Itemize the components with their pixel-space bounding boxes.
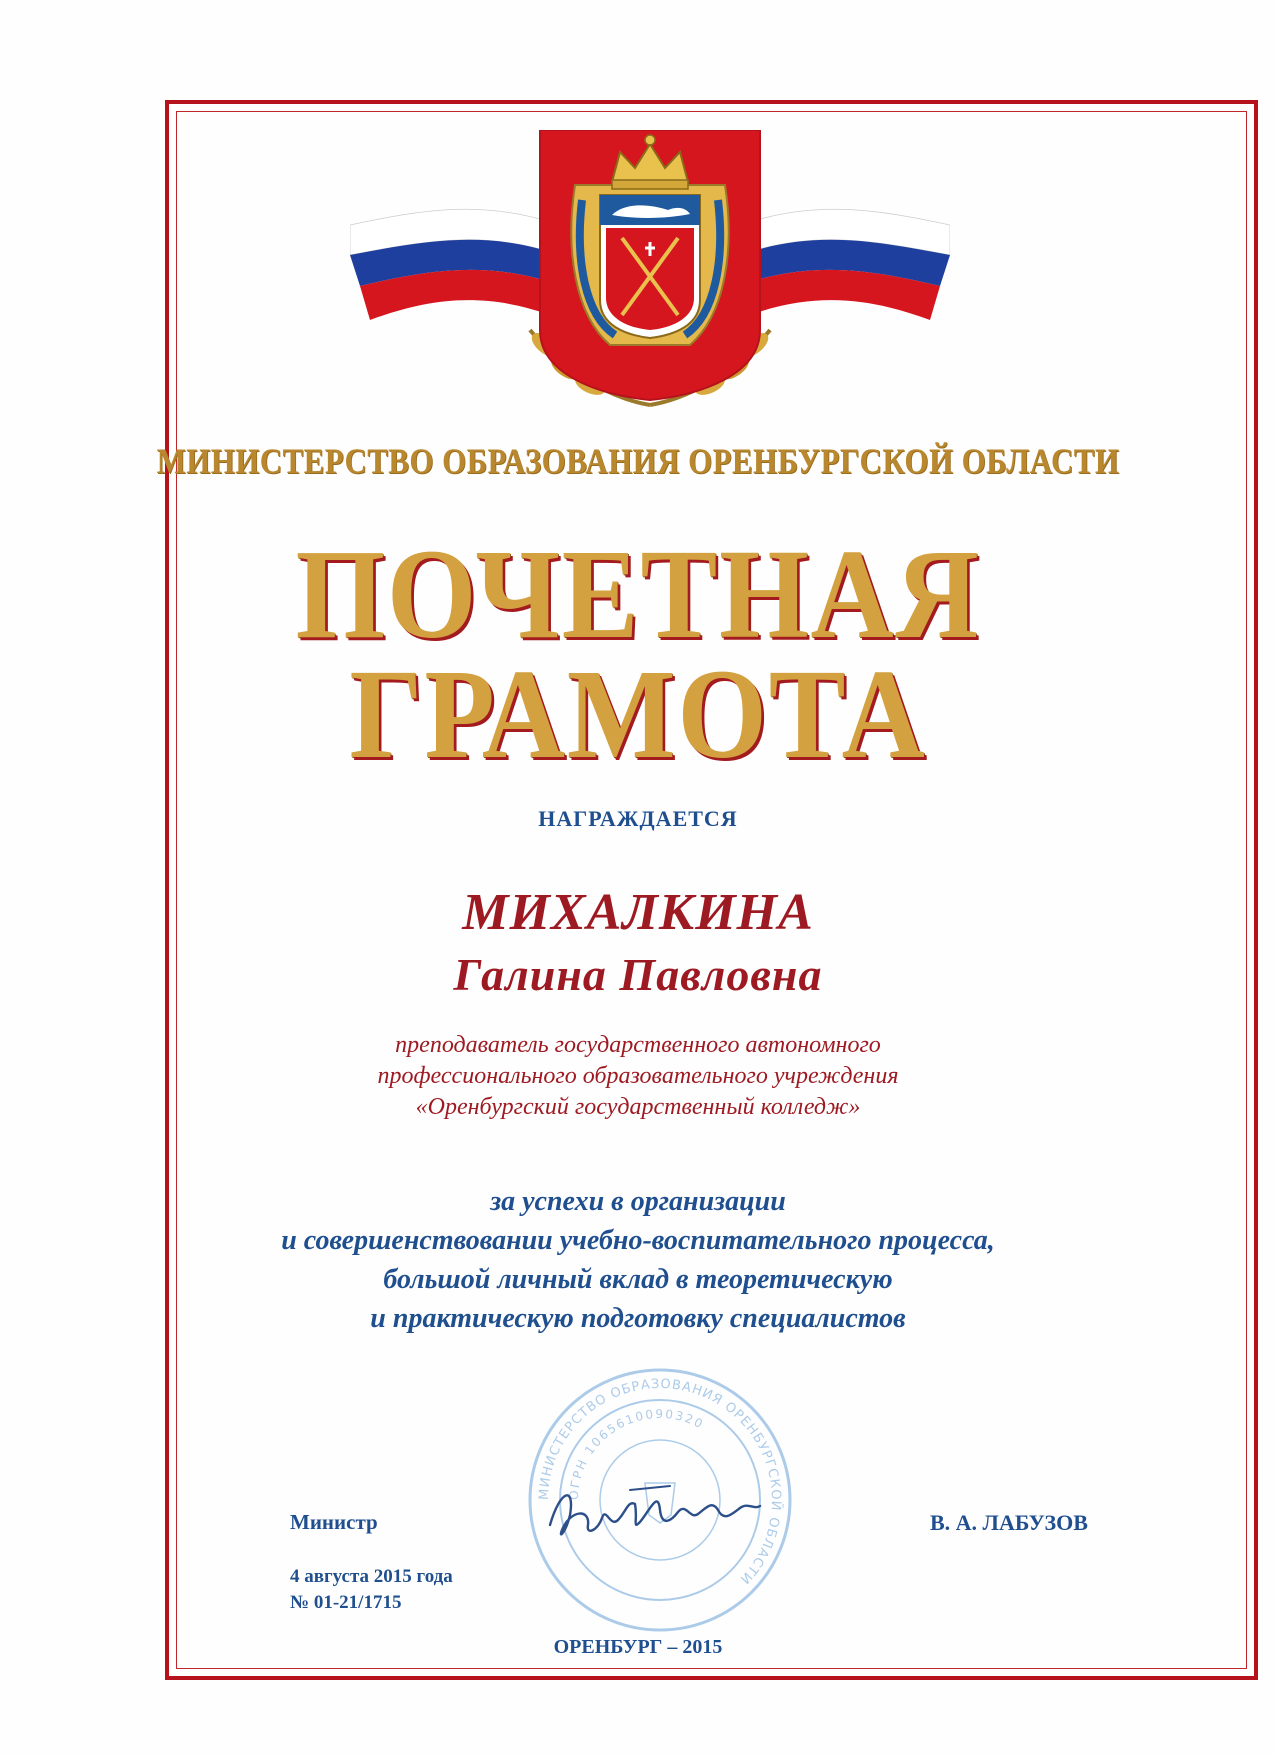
ministry-name: МИНИСТЕРСТВО ОБРАЗОВАНИЯ ОРЕНБУРГСКОЙ ОБЛАСТИ [156, 441, 1120, 481]
position-line: «Оренбургский государственный колледж» [415, 1094, 861, 1120]
minister-label: Министр [290, 1510, 378, 1534]
award-reason [0, 1182, 1276, 1338]
awarded-label: НАГРАЖДАЕТСЯ [538, 806, 738, 831]
minister-signature [540, 1470, 770, 1560]
stamp-outer-text: МИНИСТЕРСТВО ОБРАЗОВАНИЯ ОРЕНБУРГСКОЙ ОБЛАСТИ [536, 1376, 784, 1587]
position-line: преподаватель государственного автономного [395, 1032, 881, 1058]
reason-line: за успехи в организации [490, 1186, 786, 1217]
recipient-surname: МИХАЛКИНА [462, 884, 814, 941]
position-line: профессионального образовательного учреждения [377, 1063, 899, 1089]
title-line-1: ПОЧЕТНАЯ [295, 523, 981, 665]
city-year: ОРЕНБУРГ – 2015 [553, 1636, 723, 1658]
orenburg-coat-of-arms-icon [350, 130, 950, 420]
signer-name: В. А. ЛАБУЗОВ [930, 1510, 1088, 1535]
recipient-position [0, 1030, 1276, 1123]
order-number: № 01-21/1715 [290, 1592, 402, 1613]
issue-details [290, 1564, 453, 1616]
title-line-2: ГРАМОТА [349, 643, 927, 785]
recipient-given-names: Галина Павловна [453, 949, 823, 1000]
stamp-inner-text: ОГРН 1065610090320 [566, 1406, 707, 1501]
reason-line: и совершенствовании учебно-воспитательного процесса, [281, 1225, 995, 1256]
reason-line: и практическую подготовку специалистов [370, 1303, 906, 1334]
issue-date: 4 августа 2015 года [290, 1566, 453, 1587]
reason-line: большой личный вклад в теоретическую [383, 1264, 893, 1295]
